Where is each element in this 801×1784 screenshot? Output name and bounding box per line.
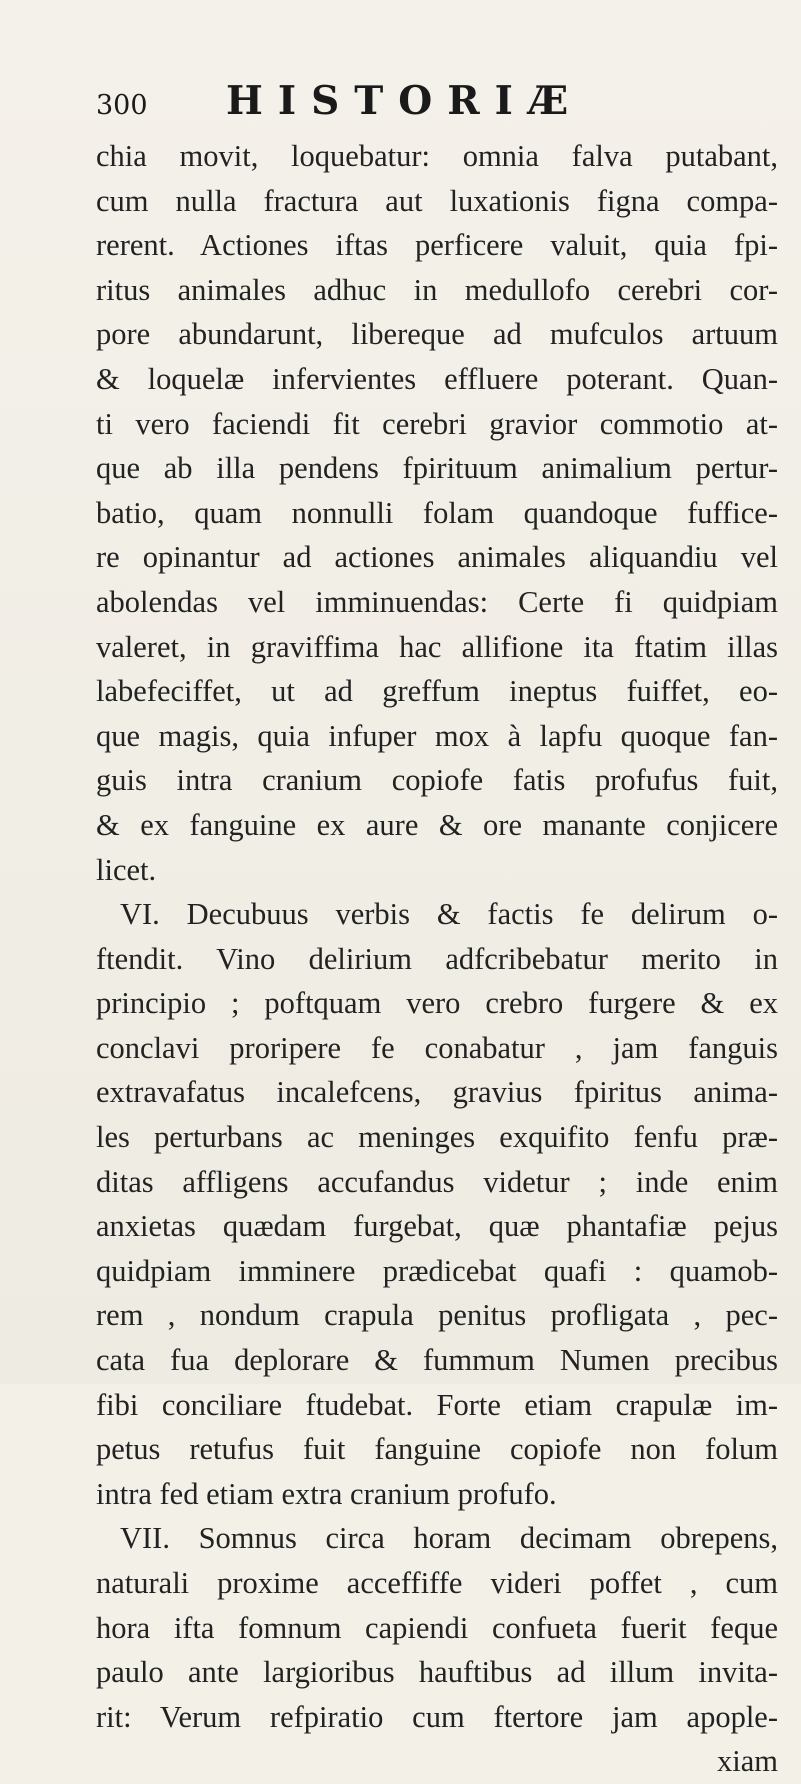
text-line: que magis, quia infuper mox à lapfu quoque fan- — [96, 718, 778, 753]
paragraph-end-line: licet. — [96, 852, 157, 887]
text-line: rit: Verum refpiratio cum ftertore jam apople- — [96, 1699, 778, 1734]
text-line: fibi conciliare ftudebat. Forte etiam crapulæ im- — [96, 1387, 778, 1422]
text-line: ritus animales adhuc in medullofo cerebri cor- — [96, 272, 778, 307]
text-line: batio, quam nonnulli folam quandoque fuffice- — [96, 495, 778, 530]
text-line: ti vero faciendi fit cerebri gravior commotio at- — [96, 406, 778, 441]
catchword: xiam — [717, 1744, 778, 1779]
text-line: rerent. Actiones iftas perficere valuit, quia fpi- — [96, 228, 778, 263]
text-line: chia movit, loquebatur: omnia falva putabant, — [96, 139, 778, 173]
text-line: labefeciffet, ut ad greffum ineptus fuiffet, eo- — [96, 674, 778, 709]
text-line: cum nulla fractura aut luxationis figna compa- — [96, 183, 778, 218]
page-number: 300 — [96, 90, 148, 121]
text-line: rem , nondum crapula penitus profligata , pec- — [96, 1298, 778, 1333]
text-line: anxietas quædam furgebat, quæ phantafiæ pejus — [96, 1209, 778, 1244]
text-line: ditas affligens accufandus videtur ; inde enim — [96, 1164, 778, 1199]
running-head: HISTORIÆ — [226, 78, 584, 124]
text-line: pore abundarunt, libereque ad mufculos artuum — [96, 317, 778, 352]
text-line: naturali proxime acceffiffe videri poffet , cum — [96, 1566, 778, 1600]
text-line: guis intra cranium copiofe fatis profufus fuit, — [96, 763, 778, 798]
body-text — [96, 134, 778, 1784]
paragraph-end-line: intra fed etiam extra cranium profufo. — [96, 1476, 557, 1511]
text-line: paulo ante largioribus hauftibus ad illum invita- — [96, 1655, 778, 1690]
text-line: & loquelæ infervientes effluere poterant. Quan- — [96, 361, 778, 396]
text-line: petus retufus fuit fanguine copiofe non folum — [96, 1432, 778, 1467]
text-line: abolendas vel imminuendas: Certe fi quidpiam — [96, 584, 778, 619]
text-line: valeret, in graviffima hac allifione ita ftatim illas — [96, 629, 778, 664]
text-line: re opinantur ad actiones animales aliquandiu vel — [96, 540, 778, 575]
text-line: que ab illa pendens fpirituum animalium pertur- — [96, 451, 778, 486]
text-line: les perturbans ac meninges exquifito fenfu præ- — [96, 1120, 778, 1155]
section-heading-line: VI. Decubuus verbis & factis fe delirum o- — [120, 897, 778, 932]
text-line: & ex fanguine ex aure & ore manante conjicere — [96, 807, 778, 842]
text-line: extravafatus incalefcens, gravius fpiritus anima- — [96, 1075, 778, 1110]
text-line: principio ; poftquam vero crebro furgere & ex — [96, 986, 778, 1021]
text-line: quidpiam imminere prædicebat quafi : quamob- — [96, 1253, 778, 1288]
text-line: conclavi proripere fe conabatur , jam fanguis — [96, 1030, 778, 1065]
section-heading-line: VII. Somnus circa horam decimam obrepens, — [120, 1521, 778, 1556]
text-line: ftendit. Vino delirium adfcribebatur merito in — [96, 941, 778, 976]
page-header — [96, 78, 736, 138]
text-line: cata fua deplorare & fummum Numen precibus — [96, 1343, 778, 1378]
text-line: hora ifta fomnum capiendi confueta fuerit feque — [96, 1610, 778, 1645]
